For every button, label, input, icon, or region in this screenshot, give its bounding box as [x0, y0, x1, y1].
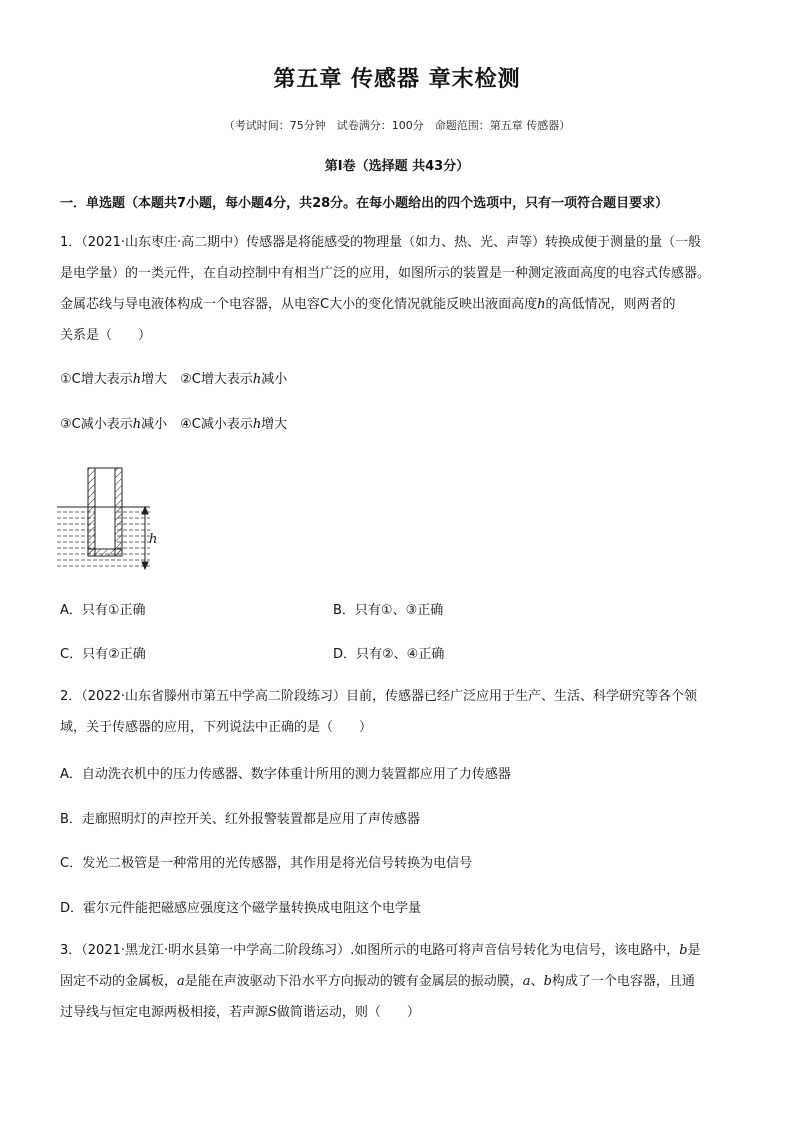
q3-line-3 — [60, 1004, 420, 1022]
q1-line-3 — [60, 296, 675, 314]
q2-option-a[interactable]: A．自动洗衣机中的压力传感器、数字体重计所用的测力装置都应用了力传感器 — [60, 767, 511, 782]
q3-line-2-text-b: 是能在声波驱动下沿水平方向振动的镀有金属层的振动膜， — [184, 974, 523, 989]
q3-line-2 — [60, 973, 695, 991]
var-h: h — [252, 417, 262, 432]
question-group-heading: 一．单选题（本题共7小题，每小题4分，共28分。在每小题给出的四个选项中，只有一项符合题目要求） — [60, 196, 669, 211]
q3-line-2-text-d: 构成了一个电容器，且通 — [551, 974, 695, 989]
var-s: S — [268, 1005, 277, 1020]
q3-line-3-text-a: 过导线与恒定电源两极相接，若声源 — [60, 1005, 269, 1020]
stmt-2a: ③C减小表示 — [60, 417, 133, 432]
var-b: b — [679, 943, 688, 958]
q1-statement-1 — [60, 371, 287, 389]
q1-line-3-text-a: 金属芯线与导电液体构成一个电容器，从电容C大小的变化情况就能反映出液面高度 — [60, 297, 538, 312]
q2-line-1: 2．（2022·山东省滕州市第五中学高二阶段练习）目前，传感器已经广泛应用于生产、生活、科学研究等各个领 — [60, 689, 697, 704]
q2-option-c[interactable]: C．发光二极管是一种常用的光传感器，其作用是将光信号转换为电信号 — [60, 856, 473, 871]
var-h: h — [537, 297, 546, 312]
metal-core-tube — [88, 468, 122, 556]
stmt-1c: 减小 — [261, 372, 288, 387]
exam-info: （考试时间：75分钟 试卷满分：100分 命题范围：第五章 传感器） — [223, 119, 571, 132]
capacitive-sensor-figure — [55, 460, 165, 580]
q1-option-d[interactable]: D．只有②、④正确 — [333, 647, 445, 662]
q1-option-b[interactable]: B．只有①、③正确 — [333, 603, 444, 618]
q1-statement-2 — [60, 416, 287, 434]
stmt-1b: 增大 ②C增大表示 — [141, 372, 253, 387]
var-a: a — [177, 974, 185, 989]
document-title: 第五章 传感器 章末检测 — [273, 67, 521, 92]
stmt-2b: 减小 ④C减小表示 — [141, 417, 253, 432]
q3-line-1-text-b: 是 — [687, 943, 701, 958]
section-title: 第Ⅰ卷（选择题 共43分） — [324, 159, 470, 174]
q3-line-2-text-a: 固定不动的金属板， — [60, 974, 178, 989]
q3-line-3-text-b: 做简谐运动，则（ ） — [276, 1005, 420, 1020]
q3-line-1 — [60, 942, 701, 960]
var-h: h — [132, 417, 142, 432]
q3-line-2-text-c: 、 — [530, 974, 544, 989]
q1-line-4: 关系是（ ） — [60, 328, 152, 343]
stmt-2c: 增大 — [261, 417, 288, 432]
var-a: a — [522, 974, 531, 989]
q1-option-a[interactable]: A．只有①正确 — [60, 603, 146, 618]
var-h: h — [132, 372, 142, 387]
q2-option-d[interactable]: D．霍尔元件能把磁感应强度这个磁学量转换成电阻这个电学量 — [60, 901, 422, 916]
q2-line-2: 域，关于传感器的应用，下列说法中正确的是（ ） — [60, 720, 373, 735]
q1-line-1: 1．（2021·山东枣庄·高二期中）传感器是将能感受的物理量（如力、热、光、声等）转换成便于测量的量（一般 — [60, 235, 702, 250]
stmt-1a: ①C增大表示 — [60, 372, 133, 387]
q3-line-1-text-a: 3．（2021·黑龙江·明水县第一中学高二阶段练习）.如图所示的电路可将声音信号转化为电信号，该电路中， — [60, 943, 680, 958]
q1-option-c[interactable]: C．只有②正确 — [60, 647, 146, 662]
q2-option-b[interactable]: B．走廊照明灯的声控开关、红外报警装置都是应用了声传感器 — [60, 812, 420, 827]
q1-line-2: 是电学量）的一类元件，在自动控制中有相当广泛的应用，如图所示的装置是一种测定液面高度的电容式传感器。 — [60, 266, 711, 281]
height-label: h — [149, 532, 158, 547]
q1-line-3-text-b: 的高低情况，则两者的 — [545, 297, 676, 312]
var-b: b — [543, 974, 552, 989]
var-h: h — [252, 372, 262, 387]
